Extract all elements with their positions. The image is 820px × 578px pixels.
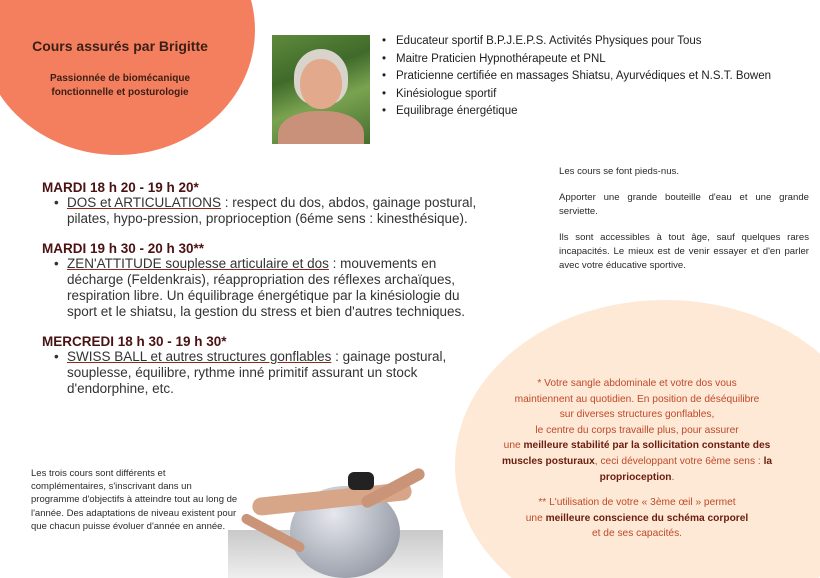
instructor-subtitle — [0, 72, 240, 100]
photo-shoulders — [278, 111, 364, 144]
qualification-item: • Educateur sportif B.P.J.E.P.S. Activités Physiques pour Tous — [382, 33, 782, 51]
instructor-subtitle-line-2: fonctionnelle et posturologie — [51, 87, 189, 98]
session-tuesday-1 — [42, 180, 482, 227]
session-description — [42, 256, 482, 320]
session-details: : respect du dos, abdos, gainage postural, pilates, hypo-pression, proprioception (6éme sens : kinesthésique). — [67, 195, 477, 226]
benefits-text — [487, 376, 787, 542]
note-accessibility: Ils sont accessibles à tout âge, sauf quelques rares incapacités. Le mieux est de venir essayer et d'en parler avec votre éducative sportive. — [559, 232, 809, 271]
benefit-line: une — [525, 512, 546, 524]
instructor-subtitle-line-1: Passionnée de biomécanique — [49, 73, 191, 84]
session-tuesday-2 — [42, 241, 482, 320]
session-name: SWISS BALL et autres structures gonflables — [67, 349, 332, 364]
session-details: : mouvements en décharge (Feldenkrais), réappropriation des réflexes archaïques, respiration libre. Un équilibrage énergétique par la kinésiologie du sport et le shiatsu, la gestion du stress et bien d'autres techniques. — [67, 256, 466, 319]
benefit-line: maintiennent au quotidien. En position de déséquilibre — [514, 393, 760, 405]
photo-person-top — [348, 472, 374, 490]
benefit-emphasis: meilleure stabilité par la sollicitation constante des muscles posturaux — [501, 440, 771, 467]
session-time: MERCREDI 18 h 30 - 19 h 30* — [42, 334, 227, 349]
benefit-line: sur diverses structures gonflables, — [559, 409, 715, 421]
practical-notes — [559, 165, 809, 285]
session-description — [42, 349, 482, 397]
instructor-title: Cours assurés par Brigitte — [32, 38, 208, 54]
class-schedule — [42, 180, 482, 411]
benefit-body-awareness — [487, 495, 787, 542]
session-name: DOS et ARTICULATIONS — [67, 195, 222, 210]
qualification-item: • Maitre Praticien Hypnothérapeute et PNL — [382, 51, 782, 69]
session-time: MARDI 18 h 20 - 19 h 20* — [42, 180, 199, 195]
qualification-item: • Equilibrage énergétique — [382, 103, 782, 121]
session-name: ZEN'ATTITUDE souplesse articulaire et dos — [67, 256, 329, 271]
instructor-photo — [272, 35, 370, 144]
benefit-line: le centre du corps travaille plus, pour assurer — [535, 424, 739, 436]
note-bring-water: Apporter une grande bouteille d'eau et une grande serviette. — [559, 192, 809, 217]
photo-face — [300, 59, 342, 109]
qualification-item: • Kinésiologue sportif — [382, 86, 782, 104]
benefit-line: , ceci développant votre 6ème sens : — [594, 455, 764, 467]
benefit-line: une — [503, 440, 524, 452]
benefit-core-stability — [487, 376, 787, 485]
session-description — [42, 195, 482, 227]
qualification-item: • Praticienne certifiée en massages Shiatsu, Ayurvédiques et N.S.T. Bowen — [382, 68, 782, 86]
benefit-line: . — [671, 471, 675, 483]
benefit-emphasis: la proprioception — [599, 455, 773, 483]
footer-note: Les trois cours sont différents et complémentaires, s'inscrivant dans un programme d'objectifs à atteindre tout au long de l'année. Des adaptations de niveau existent pour que chacun puisse évoluer d'année en année. — [31, 468, 238, 532]
session-wednesday — [42, 334, 482, 397]
session-time: MARDI 19 h 30 - 20 h 30** — [42, 241, 205, 256]
session-details: : gainage postural, souplesse, équilibre, rythme inné primitif assurant un stock d'endorphine, etc. — [67, 349, 447, 396]
instructor-block — [0, 38, 240, 100]
benefit-line: ** L'utilisation de votre « 3ème œil » permet — [538, 497, 736, 509]
swiss-ball-photo — [228, 460, 443, 578]
benefit-line: * Votre sangle abdominale et votre dos vous — [537, 378, 737, 389]
note-barefoot: Les cours se font pieds-nus. — [559, 166, 679, 177]
qualifications-list — [382, 33, 782, 121]
benefit-line: et de ses capacités. — [591, 528, 683, 540]
benefit-emphasis: meilleure conscience du schéma corporel — [545, 512, 749, 524]
